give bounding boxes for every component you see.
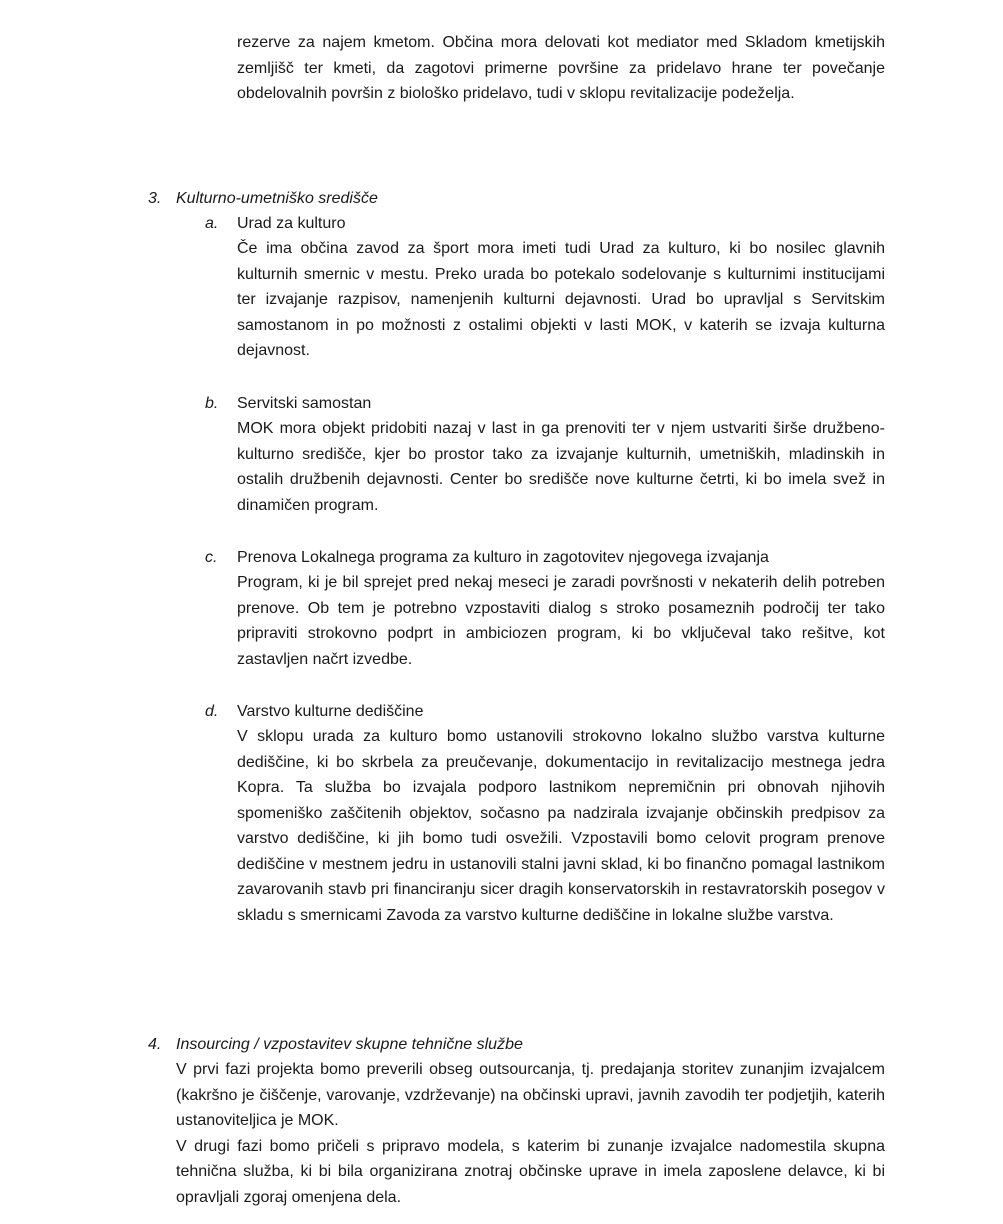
item-b-letter: b. [205,395,219,412]
item-c-heading [205,545,769,571]
section-4-paragraph-1: V prvi fazi projekta bomo preverili obseg outsourcanja, tj. predajanja storitev zunanjim izvajalcem (kakršno je čiščenje, varovanje, vzdrževanje) na občinski upravi, javnih zavodih ter podjetjih, katerih ustanoviteljica je MOK. [176,1061,885,1129]
item-a-paragraph: Če ima občina zavod za šport mora imeti tudi Urad za kulturo, ki bo nosilec glavnih kulturnih smernic v mestu. Preko urada bo potekalo sodelovanje s kulturnimi institucijami ter izvajanje razpisov, namenjenih kulturni dejavnosti. Urad bo upravljal s Servitskim samostanom in po možnosti z ostalimi objekti v lasti MOK, v katerih se izvaja kulturna dejavnost. [237,240,885,359]
section-4-number: 4. [148,1036,162,1053]
item-c-title: Prenova Lokalnega programa za kulturo in zagotovitev njegovega izvajanja [237,549,769,566]
intro-paragraph: rezerve za najem kmetom. Občina mora delovati kot mediator med Skladom kmetijskih zemljišč ter kmeti, da zagotovi primerne površine za pridelavo hrane ter povečanje obdelovalnih površin z biološko pridelavo, tudi v sklopu revitalizacije podeželja. [237,34,885,102]
item-c-letter: c. [205,549,218,566]
item-d-letter: d. [205,703,219,720]
section-3-title: Kulturno-umetniško središče [176,190,378,207]
section-4-heading [148,1032,523,1058]
item-a-letter: a. [205,215,219,232]
item-d-paragraph: V sklopu urada za kulturo bomo ustanovili strokovno lokalno službo varstva kulturne dediščine, ki bo skrbela za preučevanje, dokumentacijo in revitalizacijo mestnega jedra Kopra. Ta služba bo izvajala podporo lastnikom nepremičnin pri obnovah njihovih spomeniško zaščitenih objektov, sočasno pa nadzirala izvajanje občinskih predpisov za varstvo dediščine, ki jih bomo tudi osvežili. Vzpostavili bomo celovit program prenove dediščine v mestnem jedru in ustanovili stalni javni sklad, ki bo finančno pomagal lastnikom zavarovanih stavb pri financiranju sicer dragih konservatorskih in restavratorskih posegov v skladu s smernicami Zavoda za varstvo kulturne dediščine in lokalne službe varstva. [237,728,885,924]
section-4-body [176,1057,885,1210]
section-3-number: 3. [148,190,162,207]
item-a-title: Urad za kulturo [237,215,346,232]
section-4-title: Insourcing / vzpostavitev skupne tehnične službe [176,1036,523,1053]
item-a-heading [205,211,346,237]
item-d-heading [205,699,423,725]
section-3-heading [148,186,378,212]
item-b-paragraph: MOK mora objekt pridobiti nazaj v last in ga prenoviti ter v njem ustvariti širše družbeno-kulturno središče, kjer bo prostor tako za izvajanje kulturnih, umetniških, mladinskih in ostalih družbenih dejavnosti. Center bo središče nove kulturne četrti, ki bo imela svež in dinamičen program. [237,420,885,514]
item-b-heading [205,391,371,417]
section-4-paragraph-2: V drugi fazi bomo pričeli s pripravo modela, s katerim bi zunanje izvajalce nadomestila skupna tehnična služba, ki bi bila organizirana znotraj občinske uprave in imela zaposlene delavce, ki bi opravljali zgoraj omenjena dela. [176,1137,885,1206]
item-d-title: Varstvo kulturne dediščine [237,703,424,720]
item-c-paragraph: Program, ki je bil sprejet pred nekaj meseci je zaradi površnosti v nekaterih delih potreben prenove. Ob tem je potrebno vzpostaviti dialog s stroko posameznih področij ter tako pripraviti strokovno podprt in ambiciozen program, ki bo vključeval tako rešitve, kot zastavljen načrt izvedbe. [237,574,885,668]
item-b-title: Servitski samostan [237,395,372,412]
